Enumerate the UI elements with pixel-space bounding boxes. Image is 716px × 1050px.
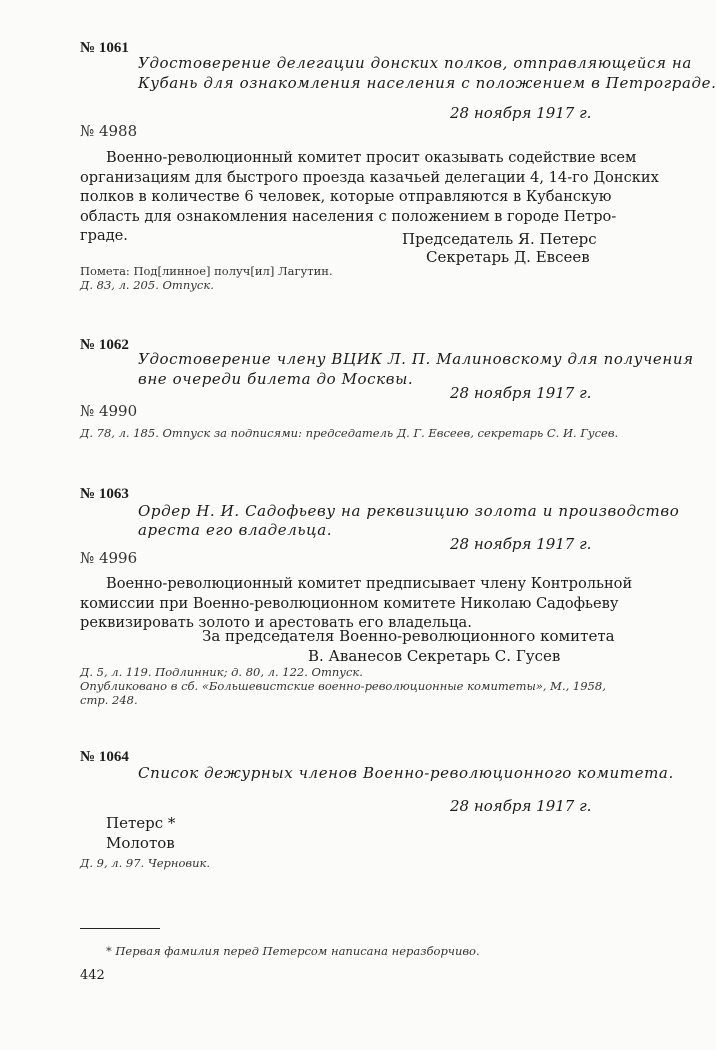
body-line: реквизировать золото и арестовать его владельца. (80, 614, 472, 631)
doc-number-1061: № 1061 (80, 40, 129, 56)
footnote-divider (80, 928, 160, 929)
signature-chairman-1063: За председателя Военно-революционного комитета (202, 627, 615, 645)
signature-chairman-1061: Председатель Я. Петерс (402, 230, 597, 248)
doc-date-1062: 28 ноября 1917 г. (450, 384, 592, 402)
duty-member-name: Молотов (106, 834, 175, 852)
doc-number-1062: № 1062 (80, 337, 129, 353)
doc-number-1063: № 1063 (80, 486, 129, 502)
signature-secretary-1063: В. Аванесов Секретарь С. Гусев (308, 647, 561, 665)
body-line: область для ознакомления населения с положением в городе Петро- (80, 207, 617, 225)
doc-date-1064: 28 ноября 1917 г. (450, 797, 592, 815)
doc-number-1064: № 1064 (80, 749, 129, 765)
doc-title-1061-line1: Удостоверение делегации донских полков, отправляющейся на (138, 54, 692, 72)
outgoing-number-1063: № 4996 (80, 549, 138, 567)
body-line: комиссии при Военно-революционном комитете Николаю Садофьеву (80, 594, 619, 612)
note-line: Опубликовано в сб. «Большевистские военно-революционные комитеты», М., 1958, (80, 679, 606, 693)
archive-note-1064: Д. 9, л. 97. Черновик. (80, 856, 211, 870)
signature-secretary-1061: Секретарь Д. Евсеев (426, 248, 590, 266)
footnote: * Первая фамилия перед Петерсом написана неразборчиво. (106, 944, 480, 958)
body-line: полков в количестве 6 человек, которые отправляются в Кубанскую (80, 188, 612, 205)
doc-title-1064: Список дежурных членов Военно-революционного комитета. (138, 764, 674, 782)
outgoing-number-1062: № 4990 (80, 402, 138, 420)
note-line: Д. 83, л. 205. Отпуск. (80, 278, 214, 292)
archive-note-1061 (80, 264, 333, 292)
note-line: стр. 248. (80, 693, 138, 707)
note-line: Помета: Под[линное] получ[ил] Лагутин. (80, 264, 333, 278)
outgoing-number-1061: № 4988 (80, 122, 138, 140)
doc-date-1063: 28 ноября 1917 г. (450, 535, 592, 553)
doc-title-1062-line1: Удостоверение члену ВЦИК Л. П. Малиновскому для получения (138, 350, 694, 368)
doc-title-1063-line1: Ордер Н. И. Садофьеву на реквизицию золота и производство (138, 502, 680, 520)
doc-title-1062-line2: вне очереди билета до Москвы. (138, 370, 414, 388)
doc-title-1061-line2: Кубань для ознакомления населения с положением в Петрограде. (138, 74, 716, 92)
doc-title-1063-line2: ареста его владельца. (138, 521, 333, 539)
archive-note-1062: Д. 78, л. 185. Отпуск за подписями: председатель Д. Г. Евсеев, секретарь С. И. Гусев. (80, 426, 619, 440)
doc-body-1063 (80, 574, 633, 633)
page-number: 442 (80, 968, 105, 983)
body-line: организациям для быстрого проезда казачьей делегации 4, 14-го Донских (80, 168, 659, 186)
doc-date-1061: 28 ноября 1917 г. (450, 104, 592, 122)
duty-member-name: Петерс * (106, 814, 176, 832)
archive-note-1063 (80, 665, 626, 707)
body-line: Военно-революционный комитет просит оказывать содействие всем (106, 149, 637, 166)
note-line: Д. 5, л. 119. Подлинник; д. 80, л. 122. Отпуск. (80, 665, 363, 679)
body-line: Военно-революционный комитет предписывает члену Контрольной (106, 575, 633, 592)
body-line: граде. (80, 227, 128, 244)
